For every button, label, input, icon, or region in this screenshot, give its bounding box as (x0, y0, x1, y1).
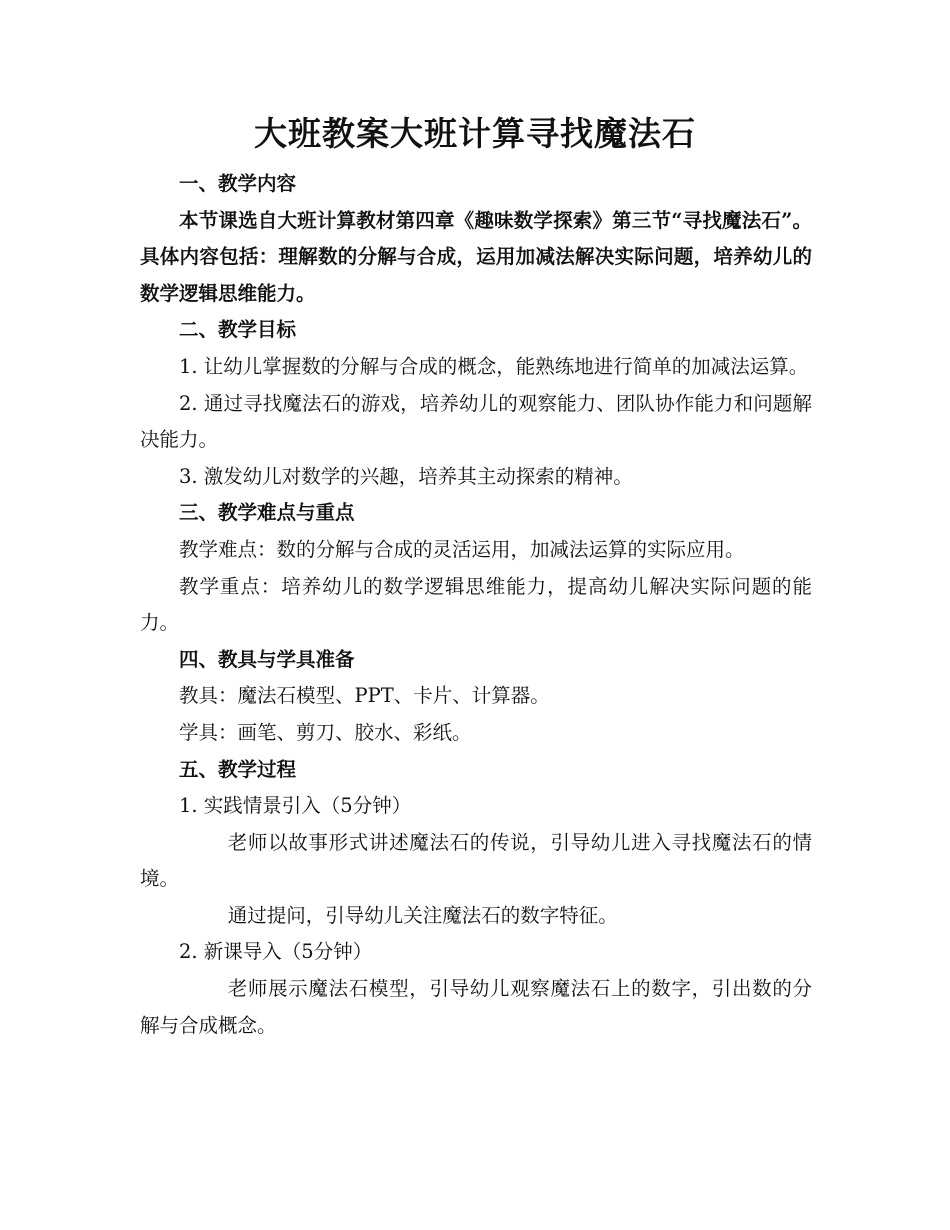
section-heading-difficulty: 三、教学难点与重点 (179, 501, 355, 525)
goal-item-3: 3. 激发幼儿对数学的兴趣，培养其主动探索的精神。 (179, 464, 633, 488)
content-paragraph: 本节课选自大班计算教材第四章《趣味数学探索》第三节“寻找魔法石”。具体内容包括：理解数的分解与合成，运用加减法解决实际问题，培养幼儿的数学逻辑思维能力。 (140, 208, 812, 305)
process-step-1-detail-b: 通过提问，引导幼儿关注魔法石的数字特征。 (227, 903, 618, 927)
process-step-1: 1. 实践情景引入（5分钟） (179, 794, 412, 818)
difficulty-paragraph: 教学难点：数的分解与合成的灵活运用，加减法运算的实际应用。 (179, 537, 745, 561)
document-body (140, 166, 812, 1044)
section-heading-goals: 二、教学目标 (179, 318, 297, 342)
process-step-1-detail-a: 老师以故事形式讲述魔法石的传说，引导幼儿进入寻找魔法石的情境。 (140, 830, 812, 891)
section-heading-tools: 四、教具与学具准备 (179, 647, 355, 671)
process-step-2: 2. 新课导入（5分钟） (179, 940, 373, 964)
focus-paragraph: 教学重点：培养幼儿的数学逻辑思维能力，提高幼儿解决实际问题的能力。 (140, 574, 812, 635)
goal-item-1: 1. 让幼儿掌握数的分解与合成的概念，能熟练地进行简单的加减法运算。 (179, 354, 809, 378)
learning-tools: 学具：画笔、剪刀、胶水、彩纸。 (179, 720, 472, 744)
section-heading-content: 一、教学内容 (179, 172, 297, 195)
process-step-2-detail: 老师展示魔法石模型，引导幼儿观察魔法石上的数字，引出数的分解与合成概念。 (140, 977, 812, 1037)
goal-item-2: 2. 通过寻找魔法石的游戏，培养幼儿的观察能力、团队协作能力和问题解决能力。 (140, 391, 812, 452)
section-heading-process: 五、教学过程 (179, 757, 297, 781)
teaching-tools: 教具：魔法石模型、PPT、卡片、计算器。 (179, 684, 550, 708)
document-title: 大班教案大班计算寻找魔法石 (254, 114, 696, 153)
